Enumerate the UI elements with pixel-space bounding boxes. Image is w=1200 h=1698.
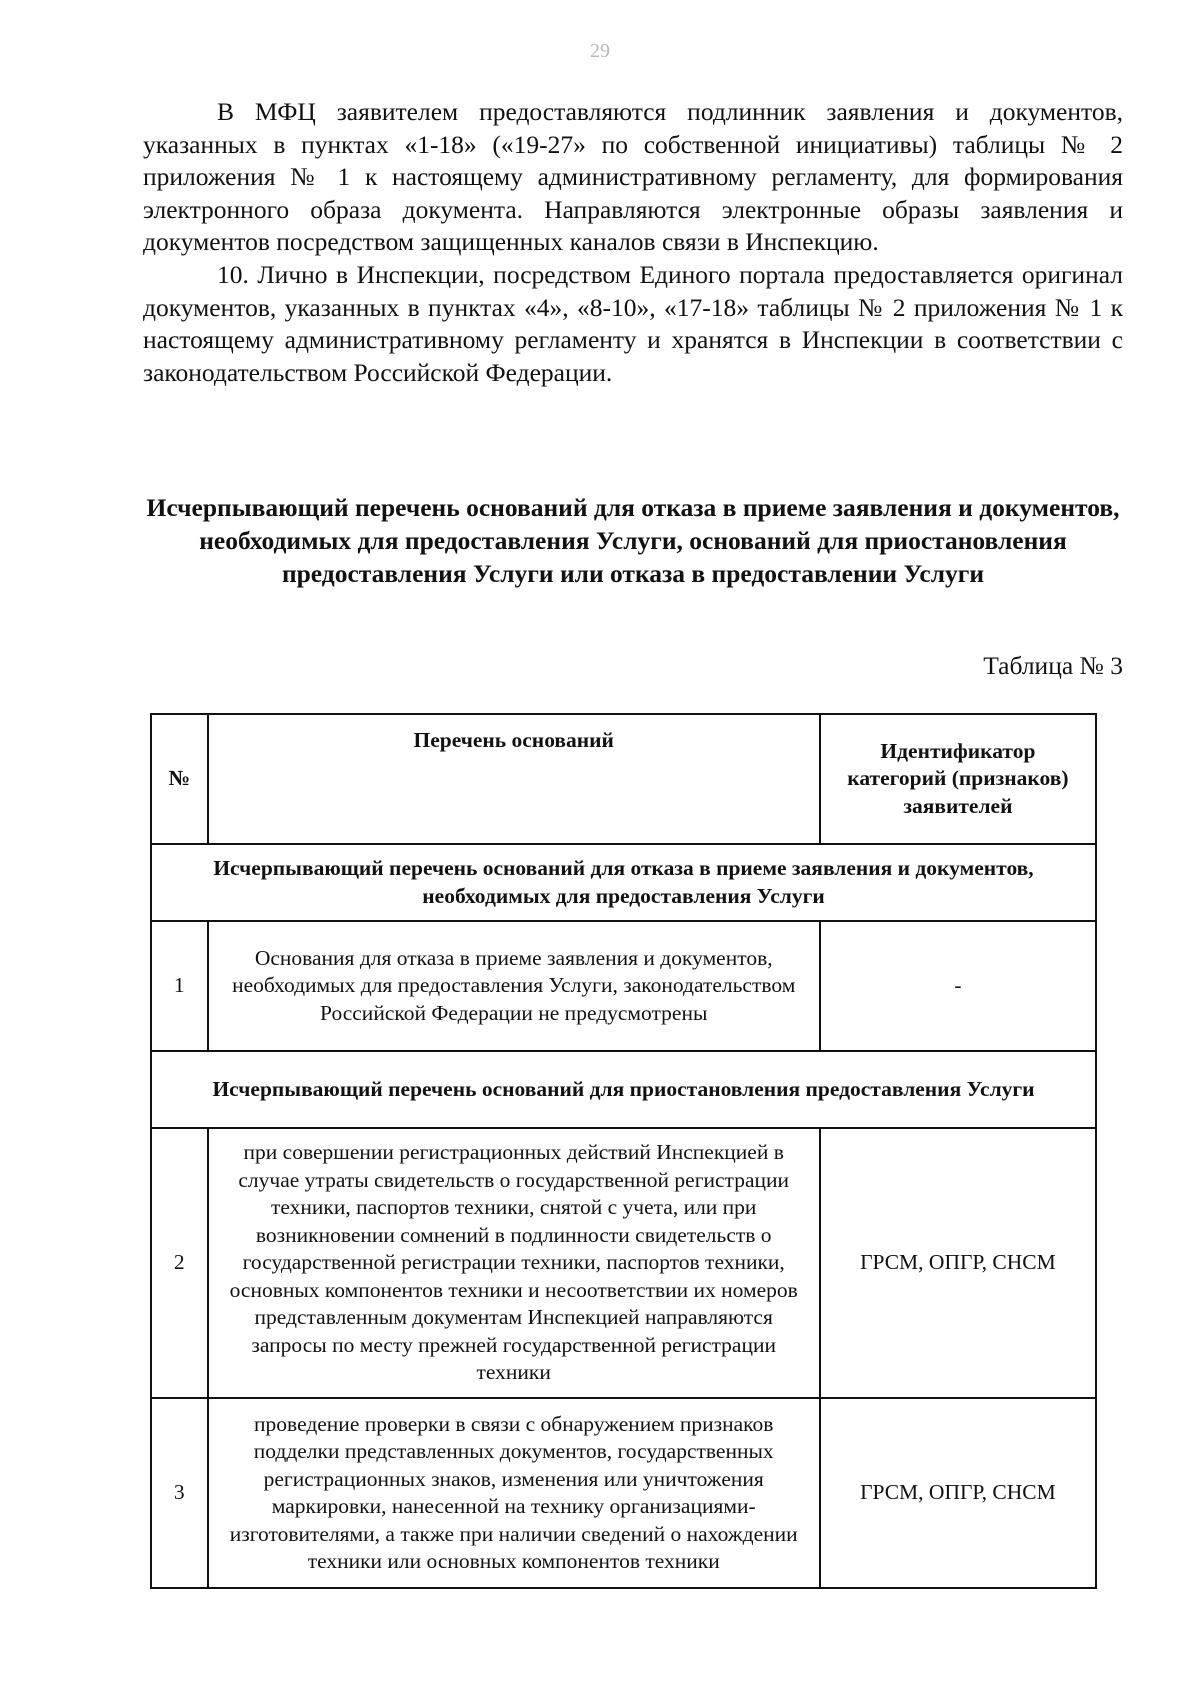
- row-num: 3: [151, 1398, 208, 1588]
- section-title-refusal: Исчерпывающий перечень оснований для отказа в приеме заявления и документов, необходимых для предоставления Услуги: [151, 844, 1096, 921]
- page-number: 29: [590, 40, 610, 62]
- table-row: [151, 921, 1096, 1051]
- table-caption: Таблица № 3: [983, 651, 1123, 680]
- grounds-table: [150, 713, 1097, 1589]
- table-row: [151, 1398, 1096, 1588]
- section-title-suspension: Исчерпывающий перечень оснований для приостановления предоставления Услуги: [151, 1051, 1096, 1128]
- row-identifier: ГРСМ, ОПГР, СНСМ: [820, 1128, 1096, 1398]
- table-row: [151, 1128, 1096, 1398]
- row-identifier: ГРСМ, ОПГР, СНСМ: [820, 1398, 1096, 1588]
- row-num: 2: [151, 1128, 208, 1398]
- row-identifier: -: [820, 921, 1096, 1051]
- section-heading: Исчерпывающий перечень оснований для отказа в приеме заявления и документов, необходимых для предоставления Услуги, оснований для приостановления предоставления Услуги или отказа в предоставлении Услуги: [146, 493, 1120, 588]
- body-text: [143, 96, 1123, 389]
- header-num: №: [151, 714, 208, 844]
- row-description: Основания для отказа в приеме заявления и документов, необходимых для предоставления Услуги, законодательством Российской Федерации не предусмотрены: [208, 921, 820, 1051]
- section-row-suspension: [151, 1051, 1096, 1128]
- header-identifier: Идентификатор категорий (признаков) заявителей: [820, 714, 1096, 844]
- header-description: Перечень оснований: [208, 714, 820, 844]
- section-row-refusal: [151, 844, 1096, 921]
- row-description: при совершении регистрационных действий Инспекцией в случае утраты свидетельств о государственной регистрации техники, паспортов техники, снятой с учета, или при возникновении сомнений в подлинности свидетельств о государственной регистрации техники, паспортов техники, основных компонентов техники и несоответствии их номеров представленным документам Инспекцией направляются запросы по месту прежней государственной регистрации техники: [208, 1128, 820, 1398]
- paragraph-in-person-submission: 10. Лично в Инспекции, посредством Единого портала предоставляется оригинал документов, указанных в пунктах «4», «8-10», «17-18» таблицы № 2 приложения № 1 к настоящему административному регламенту и хранятся в Инспекции в соответствии с законодательством Российской Федерации.: [143, 259, 1123, 387]
- paragraph-mfc-submission: В МФЦ заявителем предоставляются подлинник заявления и документов, указанных в пунктах «1-18» («19-27» по собственной инициативы) таблицы № 2 приложения № 1 к настоящему административному регламенту, для формирования электронного образа документа. Направляются электронные образы заявления и документов посредством защищенных каналов связи в Инспекцию.: [143, 97, 1123, 257]
- row-num: 1: [151, 921, 208, 1051]
- table-header-row: [151, 714, 1096, 844]
- row-description: проведение проверки в связи с обнаружением признаков подделки представленных документов, государственных регистрационных знаков, изменения или уничтожения маркировки, нанесенной на технику организациями-изготовителями, а также при наличии сведений о нахождении техники или основных компонентов техники: [208, 1398, 820, 1588]
